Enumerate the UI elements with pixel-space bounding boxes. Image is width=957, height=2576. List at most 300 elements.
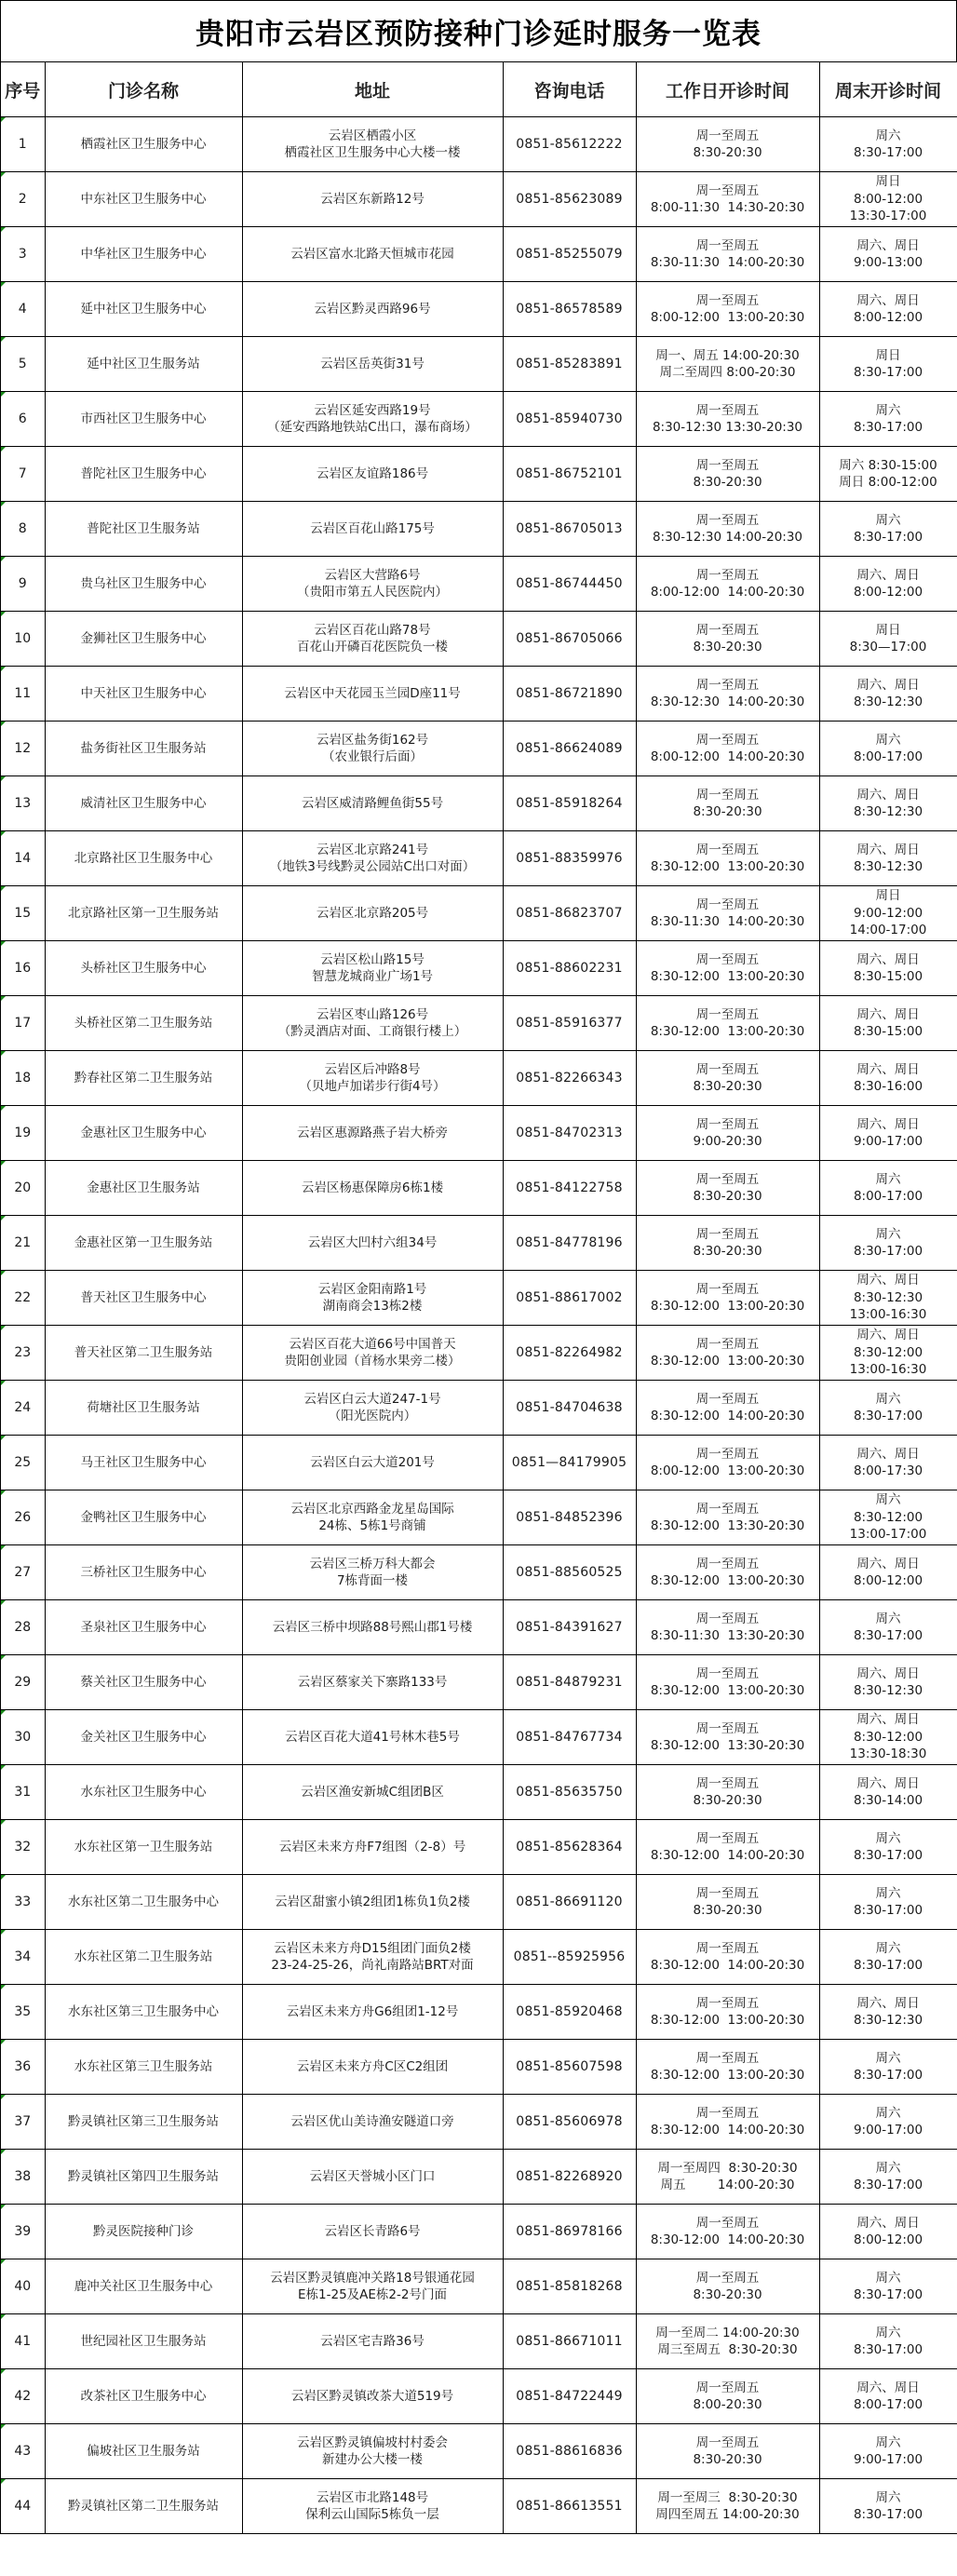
cell-index: 19 bbox=[1, 1106, 45, 1161]
cell-address bbox=[242, 2095, 503, 2150]
cell-weekday-hours bbox=[636, 2479, 819, 2534]
table-row bbox=[1, 337, 957, 392]
weekday-hours-line: 周一至周五 bbox=[695, 1446, 760, 1462]
cell-index: 27 bbox=[1, 1545, 45, 1600]
address-line: （农业银行后面） bbox=[322, 749, 423, 764]
table-row bbox=[1, 447, 957, 502]
weekend-hours-line: 周日 bbox=[875, 622, 901, 638]
address-line: 云岩区延安西路19号 bbox=[314, 402, 431, 418]
weekend-hours-line: 9:00-17:00 bbox=[853, 1134, 923, 1149]
cell-weekend-hours bbox=[819, 2424, 957, 2479]
cell-index: 16 bbox=[1, 941, 45, 996]
table-row bbox=[1, 392, 957, 447]
cell-phone: 0851-85283891 bbox=[503, 337, 636, 392]
weekday-hours-line: 8:30-12:00 13:00-20:30 bbox=[650, 2013, 805, 2028]
weekday-hours-line: 周一至周四 8:30-20:30 bbox=[657, 2160, 798, 2176]
cell-weekday-hours bbox=[636, 1326, 819, 1381]
clinic-table bbox=[1, 62, 957, 2534]
weekend-hours-line: 8:30-12:30 bbox=[853, 2013, 923, 2028]
table-row bbox=[1, 886, 957, 941]
weekend-hours-line: 周六 bbox=[875, 2050, 901, 2066]
cell-weekend-hours bbox=[819, 2369, 957, 2424]
address-line: 云岩区百花山路175号 bbox=[310, 520, 435, 536]
cell-index: 11 bbox=[1, 667, 45, 722]
cell-weekday-hours bbox=[636, 1820, 819, 1875]
address-line: 云岩区惠源路燕子岩大桥旁 bbox=[297, 1125, 448, 1140]
weekend-hours-line: 8:00-17:00 bbox=[853, 2397, 923, 2412]
weekday-hours-line: 8:00-12:00 14:00-20:30 bbox=[650, 749, 805, 764]
cell-address bbox=[242, 1216, 503, 1271]
weekday-hours-line: 周一至周五 bbox=[695, 1336, 760, 1352]
weekday-hours-line: 8:30-12:00 13:00-20:30 bbox=[650, 1683, 805, 1698]
address-line: 云岩区三桥中坝路88号熙山郡1号楼 bbox=[272, 1619, 473, 1635]
weekday-hours-line: 周一至周五 bbox=[695, 1501, 760, 1517]
cell-weekend-hours bbox=[819, 941, 957, 996]
weekend-hours-line: 9:00-17:00 bbox=[853, 2452, 923, 2467]
cell-weekday-hours bbox=[636, 1765, 819, 1820]
table-row bbox=[1, 1490, 957, 1545]
cell-address bbox=[242, 117, 503, 172]
cell-clinic-name: 水东社区第二卫生服务中心 bbox=[45, 1875, 242, 1930]
weekday-hours-line: 8:30-12:30 14:00-20:30 bbox=[652, 530, 803, 545]
weekend-hours-line: 9:00-13:00 bbox=[853, 255, 923, 270]
table-row bbox=[1, 722, 957, 776]
address-line: 云岩区岳英街31号 bbox=[320, 356, 425, 371]
table-row bbox=[1, 667, 957, 722]
table-row bbox=[1, 1930, 957, 1985]
weekday-hours-line: 周一至周五 bbox=[695, 732, 760, 748]
cell-clinic-name: 金鸭社区卫生服务中心 bbox=[45, 1490, 242, 1545]
weekend-hours-line: 8:30-12:00 bbox=[853, 1729, 923, 1745]
cell-address bbox=[242, 1710, 503, 1765]
weekend-hours-line: 8:00-12:00 bbox=[853, 191, 923, 207]
table-row bbox=[1, 172, 957, 227]
table-row bbox=[1, 282, 957, 337]
cell-weekday-hours bbox=[636, 1051, 819, 1106]
weekend-hours-line: 8:30-17:00 bbox=[853, 1628, 923, 1643]
cell-clinic-name: 水东社区第三卫生服务站 bbox=[45, 2040, 242, 2095]
cell-phone: 0851-82268920 bbox=[503, 2150, 636, 2205]
cell-weekday-hours bbox=[636, 2095, 819, 2150]
address-line: 湖南商会13栋2楼 bbox=[322, 1299, 423, 1314]
weekend-hours-line: 8:30-15:00 bbox=[853, 969, 923, 984]
weekend-hours-line: 8:30-17:00 bbox=[853, 1848, 923, 1863]
cell-weekday-hours bbox=[636, 282, 819, 337]
weekend-hours-line: 8:30-12:00 bbox=[853, 1509, 923, 1525]
cell-phone: 0851-86823707 bbox=[503, 886, 636, 941]
cell-phone: 0851-88359976 bbox=[503, 831, 636, 886]
weekend-hours-line: 8:30-12:30 bbox=[853, 1289, 923, 1305]
address-line: （地铁3号线黔灵公园站C出口对面） bbox=[269, 859, 476, 874]
cell-phone: 0851-86705013 bbox=[503, 502, 636, 557]
weekday-hours-line: 8:30-12:00 13:00-20:30 bbox=[650, 969, 805, 984]
weekday-hours-line: 8:30-12:00 14:00-20:30 bbox=[650, 1958, 805, 1973]
cell-address bbox=[242, 1820, 503, 1875]
weekday-hours-line: 周一至周五 bbox=[695, 128, 760, 143]
header-weekday-hours: 工作日开诊时间 bbox=[636, 62, 819, 117]
weekday-hours-line: 周一至周五 bbox=[695, 1556, 760, 1571]
table-row bbox=[1, 996, 957, 1051]
cell-address bbox=[242, 2205, 503, 2259]
address-line: 23-24-25-26，尚礼南路站BRT对面 bbox=[271, 1958, 474, 1973]
cell-address bbox=[242, 831, 503, 886]
cell-index: 1 bbox=[1, 117, 45, 172]
weekday-hours-line: 8:30-11:30 14:00-20:30 bbox=[650, 255, 805, 270]
weekend-hours-line: 8:30-12:30 bbox=[853, 859, 923, 874]
weekend-hours-line: 周六、周日 bbox=[856, 2215, 920, 2231]
cell-weekend-hours bbox=[819, 502, 957, 557]
cell-clinic-name: 头桥社区卫生服务中心 bbox=[45, 941, 242, 996]
cell-weekday-hours bbox=[636, 1271, 819, 1326]
cell-phone: 0851-85940730 bbox=[503, 392, 636, 447]
table-row bbox=[1, 776, 957, 831]
cell-address bbox=[242, 2259, 503, 2314]
cell-address bbox=[242, 722, 503, 776]
cell-address bbox=[242, 227, 503, 282]
table-row bbox=[1, 612, 957, 667]
weekday-hours-line: 8:30-20:30 bbox=[693, 804, 762, 819]
weekend-hours-line: 周六 bbox=[875, 2105, 901, 2121]
weekday-hours-line: 8:30-20:30 bbox=[693, 1793, 762, 1808]
weekend-hours-line: 周日 bbox=[875, 174, 901, 190]
cell-index: 15 bbox=[1, 886, 45, 941]
weekend-hours-line: 周六、周日 bbox=[856, 1775, 920, 1791]
cell-index: 24 bbox=[1, 1381, 45, 1436]
cell-clinic-name: 荷塘社区卫生服务站 bbox=[45, 1381, 242, 1436]
cell-clinic-name: 威清社区卫生服务中心 bbox=[45, 776, 242, 831]
cell-weekend-hours bbox=[819, 2040, 957, 2095]
address-line: 云岩区枣山路126号 bbox=[316, 1006, 429, 1022]
weekend-hours-line: 8:00-12:00 bbox=[853, 585, 923, 600]
cell-clinic-name: 中东社区卫生服务中心 bbox=[45, 172, 242, 227]
table-row bbox=[1, 557, 957, 612]
address-line: 栖霞社区卫生服务中心大楼一楼 bbox=[284, 145, 461, 160]
weekend-hours-line: 周六、周日 bbox=[856, 1006, 920, 1022]
cell-weekday-hours bbox=[636, 612, 819, 667]
weekend-hours-line: 8:30-12:00 bbox=[853, 1344, 923, 1360]
table-row bbox=[1, 1655, 957, 1710]
cell-address bbox=[242, 337, 503, 392]
weekday-hours-line: 8:30-12:00 13:00-20:30 bbox=[650, 2068, 805, 2083]
table-row bbox=[1, 2369, 957, 2424]
weekend-hours-line: 8:30-17:00 bbox=[853, 1958, 923, 1973]
cell-phone: 0851-84879231 bbox=[503, 1655, 636, 1710]
cell-index: 40 bbox=[1, 2259, 45, 2314]
table-row bbox=[1, 1820, 957, 1875]
weekend-hours-line: 8:30-17:00 bbox=[853, 420, 923, 435]
cell-clinic-name: 栖霞社区卫生服务中心 bbox=[45, 117, 242, 172]
cell-phone: 0851-84722449 bbox=[503, 2369, 636, 2424]
weekday-hours-line: 8:30-12:00 14:00-20:30 bbox=[650, 2232, 805, 2247]
cell-weekend-hours bbox=[819, 1820, 957, 1875]
weekday-hours-line: 周一至周五 bbox=[695, 512, 760, 528]
weekday-hours-line: 周一至周五 bbox=[695, 1281, 760, 1297]
cell-clinic-name: 头桥社区第二卫生服务站 bbox=[45, 996, 242, 1051]
weekend-hours-line: 8:30-17:00 bbox=[853, 2178, 923, 2192]
weekend-hours-line: 8:30-17:00 bbox=[853, 530, 923, 545]
weekend-hours-line: 8:30-14:00 bbox=[853, 1793, 923, 1808]
cell-address bbox=[242, 1051, 503, 1106]
cell-index: 3 bbox=[1, 227, 45, 282]
address-line: 云岩区优山美诗渔安隧道口旁 bbox=[290, 2113, 454, 2129]
cell-phone: 0851-84702313 bbox=[503, 1106, 636, 1161]
weekday-hours-line: 周一至周五 bbox=[695, 2434, 760, 2450]
cell-index: 2 bbox=[1, 172, 45, 227]
address-line: 云岩区大营路6号 bbox=[324, 567, 421, 583]
cell-address bbox=[242, 447, 503, 502]
cell-index: 33 bbox=[1, 1875, 45, 1930]
weekend-hours-line: 周日 bbox=[875, 347, 901, 363]
weekend-hours-line: 周六 bbox=[875, 2325, 901, 2340]
cell-weekend-hours bbox=[819, 1930, 957, 1985]
table-row bbox=[1, 1161, 957, 1216]
cell-weekend-hours bbox=[819, 227, 957, 282]
weekend-hours-line: 周六 bbox=[875, 1830, 901, 1846]
cell-index: 9 bbox=[1, 557, 45, 612]
cell-index: 25 bbox=[1, 1436, 45, 1490]
weekday-hours-line: 8:00-11:30 14:30-20:30 bbox=[650, 200, 805, 215]
address-line: 云岩区后冲路8号 bbox=[324, 1061, 421, 1077]
cell-index: 17 bbox=[1, 996, 45, 1051]
cell-weekend-hours bbox=[819, 1710, 957, 1765]
weekday-hours-line: 8:30-12:00 13:00-20:30 bbox=[650, 859, 805, 874]
address-line: E栋1-25及AE栋2-2号门面 bbox=[298, 2287, 447, 2302]
address-line: 保利云山国际5栋负一层 bbox=[305, 2507, 439, 2522]
cell-clinic-name: 盐务街社区卫生服务站 bbox=[45, 722, 242, 776]
cell-address bbox=[242, 941, 503, 996]
cell-weekend-hours bbox=[819, 996, 957, 1051]
cell-weekend-hours bbox=[819, 117, 957, 172]
cell-phone: 0851-85628364 bbox=[503, 1820, 636, 1875]
weekend-hours-line: 周六、周日 bbox=[856, 1061, 920, 1077]
cell-index: 32 bbox=[1, 1820, 45, 1875]
cell-address bbox=[242, 1326, 503, 1381]
page-title: 贵阳市云岩区预防接种门诊延时服务一览表 bbox=[1, 1, 957, 62]
weekday-hours-line: 8:30-12:30 13:30-20:30 bbox=[652, 420, 803, 435]
cell-clinic-name: 延中社区卫生服务站 bbox=[45, 337, 242, 392]
cell-clinic-name: 市西社区卫生服务中心 bbox=[45, 392, 242, 447]
weekday-hours-line: 周一至周五 bbox=[695, 1226, 760, 1242]
cell-phone: 0851-85255079 bbox=[503, 227, 636, 282]
weekday-hours-line: 8:30-12:00 13:00-20:30 bbox=[650, 1024, 805, 1039]
cell-weekday-hours bbox=[636, 557, 819, 612]
weekend-hours-line: 8:30-17:00 bbox=[853, 365, 923, 380]
cell-phone: 0851-84767734 bbox=[503, 1710, 636, 1765]
cell-clinic-name: 金惠社区卫生服务中心 bbox=[45, 1106, 242, 1161]
cell-phone: 0851-86978166 bbox=[503, 2205, 636, 2259]
header-phone: 咨询电话 bbox=[503, 62, 636, 117]
weekday-hours-line: 8:30-20:30 bbox=[693, 475, 762, 490]
weekday-hours-line: 周一至周五 bbox=[695, 1061, 760, 1077]
weekday-hours-line: 8:30-11:30 14:00-20:30 bbox=[650, 914, 805, 929]
weekend-hours-line: 周六 bbox=[875, 2434, 901, 2450]
weekday-hours-line: 周一至周五 bbox=[695, 292, 760, 308]
cell-address bbox=[242, 1490, 503, 1545]
weekday-hours-line: 周一至周五 bbox=[695, 2105, 760, 2121]
weekend-hours-line: 8:30—17:00 bbox=[849, 640, 927, 654]
weekday-hours-line: 8:30-20:30 bbox=[693, 2452, 762, 2467]
cell-address bbox=[242, 1106, 503, 1161]
cell-weekday-hours bbox=[636, 1490, 819, 1545]
weekday-hours-line: 周一至周五 bbox=[695, 1611, 760, 1626]
address-line: 云岩区甜蜜小镇2组团1栋负1负2楼 bbox=[275, 1894, 470, 1909]
cell-address bbox=[242, 1655, 503, 1710]
table-row bbox=[1, 2040, 957, 2095]
cell-weekend-hours bbox=[819, 667, 957, 722]
weekend-hours-line: 8:00-12:00 bbox=[853, 1573, 923, 1588]
cell-phone: 0851-85918264 bbox=[503, 776, 636, 831]
weekend-hours-line: 8:30-12:30 bbox=[853, 804, 923, 819]
cell-address bbox=[242, 172, 503, 227]
weekend-hours-line: 周六 bbox=[875, 512, 901, 528]
cell-index: 20 bbox=[1, 1161, 45, 1216]
cell-weekday-hours bbox=[636, 1985, 819, 2040]
weekday-hours-line: 周一至周五 bbox=[695, 1885, 760, 1901]
table-row bbox=[1, 1600, 957, 1655]
cell-clinic-name: 水东社区第二卫生服务站 bbox=[45, 1930, 242, 1985]
cell-weekday-hours bbox=[636, 722, 819, 776]
weekend-hours-line: 8:00-12:00 bbox=[853, 2232, 923, 2247]
cell-address bbox=[242, 2040, 503, 2095]
weekday-hours-line: 周一至周五 bbox=[695, 1940, 760, 1956]
address-line: （贝地卢加诺步行街4号） bbox=[299, 1079, 446, 1094]
cell-weekday-hours bbox=[636, 2205, 819, 2259]
cell-weekday-hours bbox=[636, 1545, 819, 1600]
weekend-hours-line: 周六 8:30-15:00 bbox=[839, 457, 937, 473]
cell-phone: 0851-85612222 bbox=[503, 117, 636, 172]
table-row bbox=[1, 1985, 957, 2040]
weekend-hours-line: 周六 bbox=[875, 402, 901, 418]
weekend-hours-line: 周六 bbox=[875, 128, 901, 143]
weekend-hours-line: 周六 bbox=[875, 2270, 901, 2286]
header-weekend-hours: 周末开诊时间 bbox=[819, 62, 957, 117]
weekend-hours-line: 周六 bbox=[875, 2160, 901, 2176]
weekday-hours-line: 周一至周五 bbox=[695, 677, 760, 693]
weekday-hours-line: 8:30-12:30 14:00-20:30 bbox=[650, 695, 805, 709]
weekday-hours-line: 周一至周五 bbox=[695, 567, 760, 583]
cell-weekday-hours bbox=[636, 1600, 819, 1655]
weekend-hours-line: 8:30-17:00 bbox=[853, 1903, 923, 1918]
weekday-hours-line: 9:00-20:30 bbox=[693, 1134, 762, 1149]
cell-index: 42 bbox=[1, 2369, 45, 2424]
cell-clinic-name: 鹿冲关社区卫生服务中心 bbox=[45, 2259, 242, 2314]
cell-clinic-name: 延中社区卫生服务中心 bbox=[45, 282, 242, 337]
address-line: 云岩区市北路148号 bbox=[316, 2489, 429, 2505]
address-line: 云岩区黔灵镇鹿冲关路18号银通花园 bbox=[270, 2270, 475, 2286]
address-line: 24栋、5栋1号商铺 bbox=[318, 1518, 426, 1533]
cell-phone: 0851-84778196 bbox=[503, 1216, 636, 1271]
address-line: 云岩区未来方舟F7组图（2-8）号 bbox=[278, 1839, 466, 1854]
cell-weekday-hours bbox=[636, 941, 819, 996]
address-line: 云岩区大凹村六组34号 bbox=[307, 1234, 438, 1250]
cell-weekday-hours bbox=[636, 996, 819, 1051]
address-line: 云岩区长青路6号 bbox=[324, 2223, 421, 2239]
cell-index: 13 bbox=[1, 776, 45, 831]
cell-phone: 0851-82266343 bbox=[503, 1051, 636, 1106]
table-row bbox=[1, 502, 957, 557]
cell-index: 5 bbox=[1, 337, 45, 392]
address-line: 云岩区未来方舟C区C2组团 bbox=[296, 2058, 449, 2074]
cell-phone: 0851--85925956 bbox=[503, 1930, 636, 1985]
weekday-hours-line: 8:30-12:00 13:00-20:30 bbox=[650, 1354, 805, 1369]
cell-clinic-name: 普天社区卫生服务中心 bbox=[45, 1271, 242, 1326]
cell-address bbox=[242, 392, 503, 447]
cell-phone: 0851-88617002 bbox=[503, 1271, 636, 1326]
cell-weekend-hours bbox=[819, 1545, 957, 1600]
cell-clinic-name: 中华社区卫生服务中心 bbox=[45, 227, 242, 282]
cell-weekend-hours bbox=[819, 2095, 957, 2150]
weekday-hours-line: 周一至周五 bbox=[695, 1171, 760, 1187]
weekday-hours-line: 8:30-20:30 bbox=[693, 145, 762, 160]
cell-weekend-hours bbox=[819, 172, 957, 227]
weekday-hours-line: 周五 14:00-20:30 bbox=[660, 2178, 795, 2192]
table-row bbox=[1, 227, 957, 282]
address-line: （贵阳市第五人民医院内） bbox=[297, 585, 448, 600]
weekday-hours-line: 8:30-12:00 13:00-20:30 bbox=[650, 1299, 805, 1314]
cell-clinic-name: 金狮社区卫生服务中心 bbox=[45, 612, 242, 667]
table-row bbox=[1, 1436, 957, 1490]
cell-address bbox=[242, 1930, 503, 1985]
cell-clinic-name: 蔡关社区卫生服务中心 bbox=[45, 1655, 242, 1710]
cell-index: 23 bbox=[1, 1326, 45, 1381]
cell-phone: 0851-86671011 bbox=[503, 2314, 636, 2369]
cell-weekday-hours bbox=[636, 2369, 819, 2424]
weekend-hours-line: 8:00-17:00 bbox=[853, 749, 923, 764]
cell-clinic-name: 黔灵镇社区第四卫生服务站 bbox=[45, 2150, 242, 2205]
address-line: 云岩区百花大道41号林木巷5号 bbox=[285, 1729, 460, 1745]
cell-weekend-hours bbox=[819, 1051, 957, 1106]
weekend-hours-line: 13:30-18:30 bbox=[849, 1747, 927, 1762]
weekday-hours-line: 8:30-20:30 bbox=[693, 1189, 762, 1204]
cell-clinic-name: 世纪园社区卫生服务站 bbox=[45, 2314, 242, 2369]
cell-weekend-hours bbox=[819, 886, 957, 941]
address-line: 云岩区富水北路天恒城市花园 bbox=[290, 246, 454, 262]
address-line: 云岩区栖霞小区 bbox=[328, 128, 417, 143]
cell-address bbox=[242, 667, 503, 722]
cell-address bbox=[242, 1875, 503, 1930]
address-line: （阳光医院内） bbox=[328, 1409, 417, 1423]
address-line: 新建办公大楼一楼 bbox=[322, 2452, 423, 2467]
address-line: 云岩区白云大道247-1号 bbox=[303, 1391, 441, 1407]
cell-clinic-name: 黔灵镇社区第三卫生服务站 bbox=[45, 2095, 242, 2150]
cell-weekend-hours bbox=[819, 2314, 957, 2369]
cell-weekday-hours bbox=[636, 1106, 819, 1161]
cell-weekday-hours bbox=[636, 776, 819, 831]
address-line: 云岩区白云大道201号 bbox=[310, 1454, 435, 1470]
weekday-hours-line: 周一、周五 14:00-20:30 bbox=[655, 347, 800, 363]
cell-clinic-name: 黔灵医院接种门诊 bbox=[45, 2205, 242, 2259]
cell-index: 18 bbox=[1, 1051, 45, 1106]
address-line: （黔灵酒店对面、工商银行楼上） bbox=[277, 1024, 467, 1039]
weekend-hours-line: 8:30-17:00 bbox=[853, 2068, 923, 2083]
cell-clinic-name: 水东社区第三卫生服务中心 bbox=[45, 1985, 242, 2040]
cell-weekday-hours bbox=[636, 1216, 819, 1271]
address-line: 云岩区黔灵西路96号 bbox=[314, 301, 431, 317]
cell-phone: 0851-86624089 bbox=[503, 722, 636, 776]
address-line: 7栋背面一楼 bbox=[336, 1573, 409, 1588]
cell-index: 29 bbox=[1, 1655, 45, 1710]
cell-phone: 0851-88560525 bbox=[503, 1545, 636, 1600]
cell-weekday-hours bbox=[636, 1710, 819, 1765]
cell-address bbox=[242, 2314, 503, 2369]
cell-index: 10 bbox=[1, 612, 45, 667]
cell-weekend-hours bbox=[819, 1436, 957, 1490]
cell-address bbox=[242, 1765, 503, 1820]
address-line: 云岩区宅吉路36号 bbox=[320, 2333, 425, 2349]
weekend-hours-line: 13:00-17:00 bbox=[849, 1527, 927, 1543]
cell-index: 8 bbox=[1, 502, 45, 557]
cell-index: 28 bbox=[1, 1600, 45, 1655]
